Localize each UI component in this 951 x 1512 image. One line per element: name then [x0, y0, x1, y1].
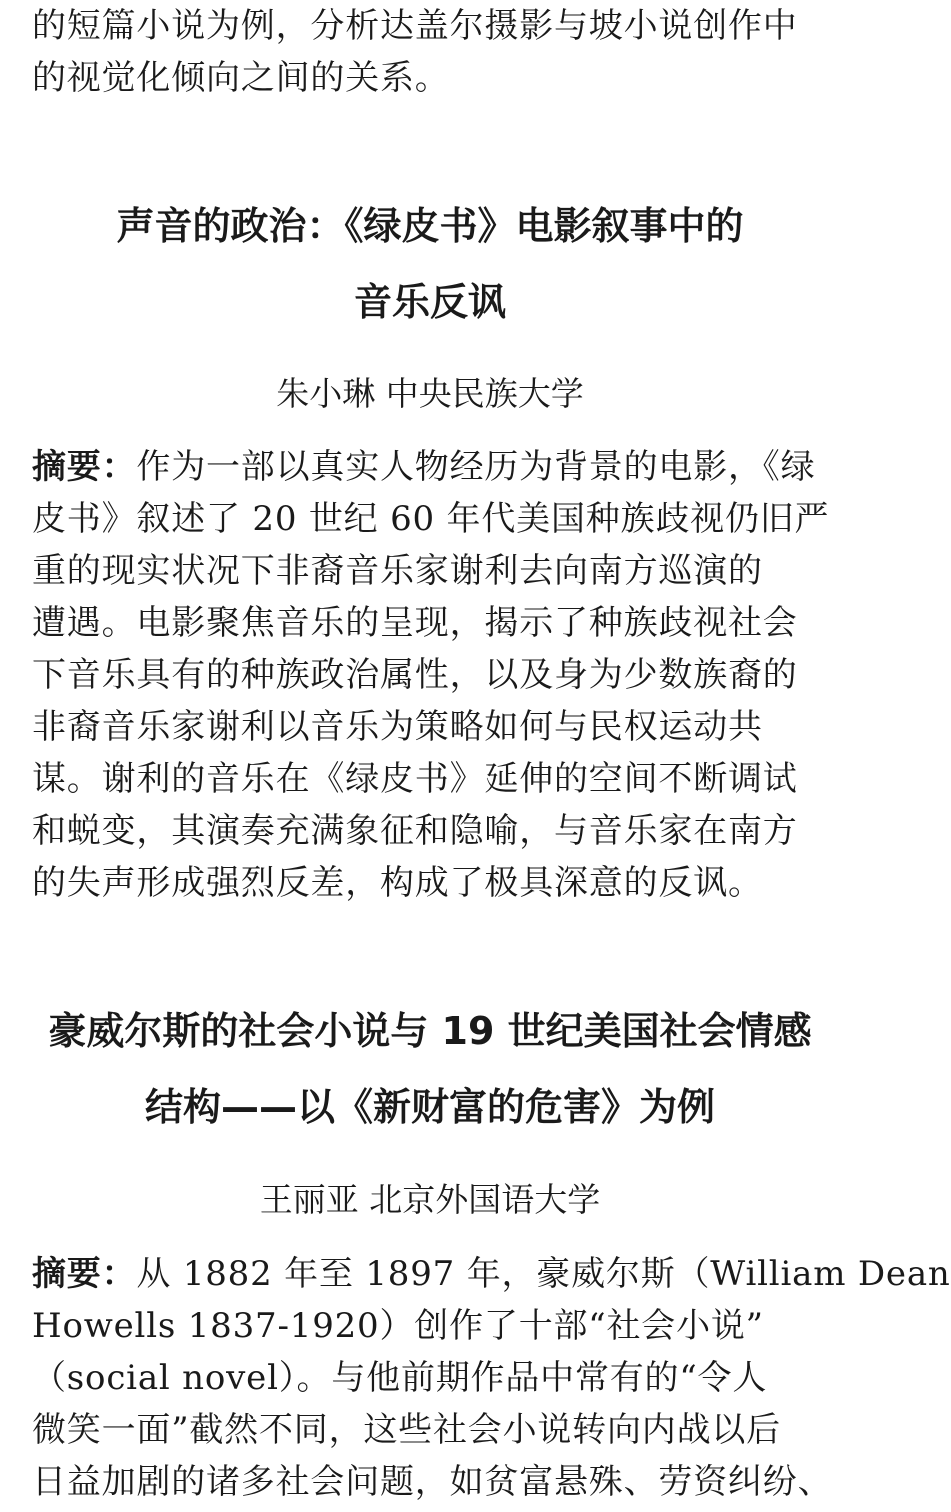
article-author: 朱小琳 中央民族大学	[276, 374, 584, 413]
abstract-line: 摘要：从 1882 年至 1897 年，豪威尔斯（William Dean	[32, 1254, 951, 1294]
article-abstract	[32, 1248, 951, 1508]
abstract-line: 微笑一面”截然不同，这些社会小说转向内战以后	[32, 1410, 781, 1450]
abstract-line: 的失声形成强烈反差，构成了极具深意的反讽。	[32, 863, 763, 903]
abstract-label: 摘要：	[32, 1254, 137, 1294]
article-title-line: 声音的政治：《绿皮书》电影叙事中的	[116, 204, 744, 248]
abstract-line: 非裔音乐家谢利以音乐为策略如何与民权运动共	[32, 707, 763, 747]
intro-line: 的视觉化倾向之间的关系。	[32, 58, 450, 98]
abstract-line: 日益加剧的诸多社会问题，如贫富悬殊、劳资纠纷、	[32, 1462, 833, 1502]
abstract-line: 下音乐具有的种族政治属性，以及身为少数族裔的	[32, 655, 798, 695]
abstract-label: 摘要：	[32, 447, 137, 487]
abstract-line: 摘要：作为一部以真实人物经历为背景的电影，《绿	[32, 447, 816, 487]
abstract-line: 谋。谢利的音乐在《绿皮书》延伸的空间不断调试	[32, 759, 798, 799]
article-title-line: 音乐反讽	[353, 280, 506, 324]
abstract-line: 遭遇。电影聚焦音乐的呈现，揭示了种族歧视社会	[32, 603, 798, 643]
abstract-line: 重的现实状况下非裔音乐家谢利去向南方巡演的	[32, 551, 763, 591]
article-title-line: 豪威尔斯的社会小说与 19 世纪美国社会情感	[48, 1009, 812, 1053]
article-title-line: 结构——以《新财富的危害》为例	[144, 1085, 715, 1129]
intro-paragraph	[32, 0, 828, 104]
article-author: 王丽亚 北京外国语大学	[259, 1180, 601, 1219]
abstract-line: 和蜕变，其演奏充满象征和隐喻，与音乐家在南方	[32, 811, 798, 851]
abstract-line: Howells 1837-1920）创作了十部“社会小说”	[32, 1306, 764, 1346]
abstract-line: 皮书》叙述了 20 世纪 60 年代美国种族歧视仍旧严	[32, 499, 830, 539]
article-abstract	[32, 441, 828, 909]
article-title	[32, 993, 828, 1145]
abstract-line: （social novel）。与他前期作品中常有的“令人	[32, 1358, 768, 1398]
article-title	[32, 188, 828, 340]
intro-line: 的短篇小说为例，分析达盖尔摄影与坡小说创作中	[32, 6, 798, 46]
